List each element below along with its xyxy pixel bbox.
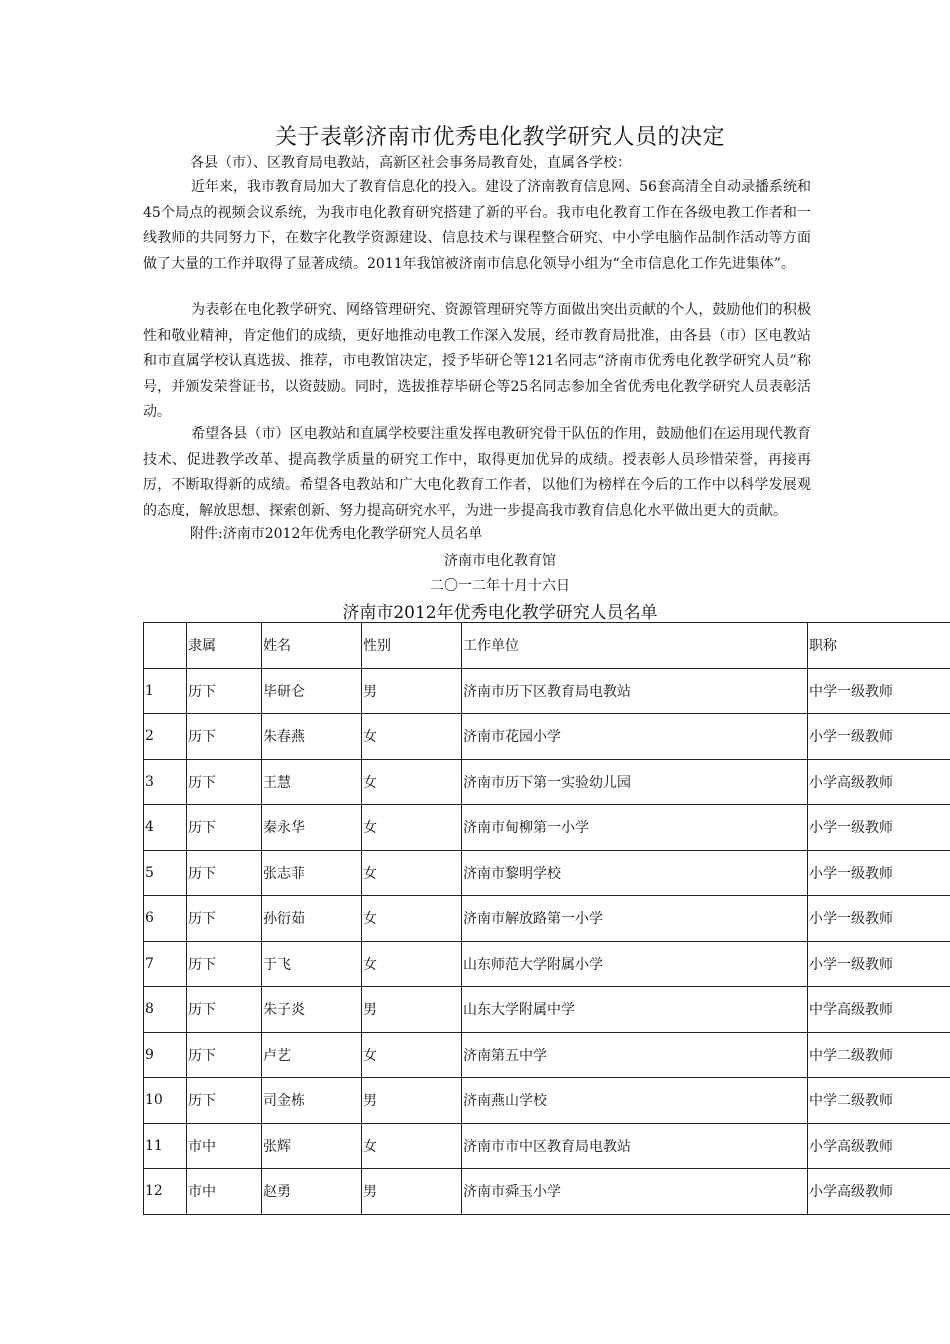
cell-job-title: 中学二级教师	[808, 1078, 950, 1124]
cell-affiliation: 市中	[187, 1123, 262, 1169]
cell-work-unit: 济南市历下区教育局电教站	[462, 668, 808, 714]
cell-work-unit: 济南市花园小学	[462, 714, 808, 760]
cell-job-title: 小学高级教师	[808, 1123, 950, 1169]
cell-number: 3	[144, 759, 187, 805]
cell-name: 孙衍茹	[262, 896, 362, 942]
header-number	[144, 623, 187, 669]
table-header-row	[144, 623, 950, 669]
cell-work-unit: 济南市解放路第一小学	[462, 896, 808, 942]
cell-job-title: 中学二级教师	[808, 1032, 950, 1078]
table-row	[144, 941, 950, 987]
cell-affiliation: 历下	[187, 987, 262, 1033]
header-gender: 性别	[362, 623, 462, 669]
cell-name: 朱春燕	[262, 714, 362, 760]
table-row	[144, 714, 950, 760]
cell-gender: 女	[362, 1123, 462, 1169]
cell-affiliation: 历下	[187, 941, 262, 987]
cell-number: 4	[144, 805, 187, 851]
cell-job-title: 小学高级教师	[808, 1169, 950, 1215]
cell-job-title: 小学一级教师	[808, 941, 950, 987]
roster-body	[144, 668, 950, 1214]
cell-number: 8	[144, 987, 187, 1033]
cell-work-unit: 济南燕山学校	[462, 1078, 808, 1124]
table-row	[144, 896, 950, 942]
table-row	[144, 805, 950, 851]
cell-job-title: 中学一级教师	[808, 668, 950, 714]
cell-number: 10	[144, 1078, 187, 1124]
cell-name: 王慧	[262, 759, 362, 805]
signature-organization: 济南市电化教育馆	[444, 553, 556, 569]
cell-name: 毕研仑	[262, 668, 362, 714]
cell-gender: 女	[362, 805, 462, 851]
table-row	[144, 1032, 950, 1078]
cell-job-title: 小学一级教师	[808, 896, 950, 942]
attachment-note: 附件:济南市2012年优秀电化教学研究人员名单	[190, 526, 483, 542]
table-row	[144, 759, 950, 805]
cell-affiliation: 市中	[187, 1169, 262, 1215]
cell-gender: 女	[362, 850, 462, 896]
header-affiliation: 隶属	[187, 623, 262, 669]
cell-number: 5	[144, 850, 187, 896]
cell-affiliation: 历下	[187, 668, 262, 714]
table-row	[144, 987, 950, 1033]
cell-gender: 男	[362, 987, 462, 1033]
header-name: 姓名	[262, 623, 362, 669]
header-work-unit: 工作单位	[462, 623, 808, 669]
table-row	[144, 1169, 950, 1215]
cell-work-unit: 济南市历下第一实验幼儿园	[462, 759, 808, 805]
table-row	[144, 1123, 950, 1169]
document-title: 关于表彰济南市优秀电化教学研究人员的决定	[274, 125, 725, 150]
cell-gender: 女	[362, 759, 462, 805]
table-row	[144, 850, 950, 896]
cell-job-title: 小学高级教师	[808, 759, 950, 805]
header-job-title: 职称	[808, 623, 950, 669]
cell-number: 6	[144, 896, 187, 942]
cell-gender: 女	[362, 1032, 462, 1078]
cell-affiliation: 历下	[187, 850, 262, 896]
cell-number: 11	[144, 1123, 187, 1169]
cell-name: 张辉	[262, 1123, 362, 1169]
cell-name: 朱子炎	[262, 987, 362, 1033]
cell-number: 1	[144, 668, 187, 714]
cell-work-unit: 济南市甸柳第一小学	[462, 805, 808, 851]
cell-name: 张志菲	[262, 850, 362, 896]
cell-work-unit: 济南第五中学	[462, 1032, 808, 1078]
cell-work-unit: 济南市市中区教育局电教站	[462, 1123, 808, 1169]
cell-affiliation: 历下	[187, 805, 262, 851]
cell-gender: 男	[362, 1078, 462, 1124]
cell-gender: 男	[362, 668, 462, 714]
salutation: 各县（市）、区教育局电教站，高新区社会事务局教育处，直属各学校：	[190, 155, 631, 171]
cell-affiliation: 历下	[187, 759, 262, 805]
cell-affiliation: 历下	[187, 1032, 262, 1078]
cell-number: 12	[144, 1169, 187, 1215]
table-row	[144, 1078, 950, 1124]
cell-job-title: 中学高级教师	[808, 987, 950, 1033]
roster-table	[143, 622, 950, 1215]
cell-job-title: 小学一级教师	[808, 850, 950, 896]
cell-work-unit: 济南市黎明学校	[462, 850, 808, 896]
cell-name: 秦永华	[262, 805, 362, 851]
cell-work-unit: 山东师范大学附属小学	[462, 941, 808, 987]
cell-gender: 女	[362, 941, 462, 987]
cell-name: 卢艺	[262, 1032, 362, 1078]
table-row	[144, 668, 950, 714]
paragraph-2: 为表彰在电化教学研究、网络管理研究、资源管理研究等方面做出突出贡献的个人，鼓励他们的积极性和敬业精神，肯定他们的成绩，更好地推动电教工作深入发展，经市教育局批准，由各县（市）区电教站和市直属学校认真选拔、推荐，市电教馆决定，授予毕研仑等121名同志“济南市优秀电化教学研究人员”称号，并颁发荣誉证书，以资鼓励。同时，选拔推荐毕研仑等25名同志参加全省优秀电化教学研究人员表彰活动。	[143, 302, 811, 420]
cell-gender: 女	[362, 714, 462, 760]
paragraph-3: 希望各县（市）区电教站和直属学校要注重发挥电教研究骨干队伍的作用，鼓励他们在运用现代教育技术、促进教学改革、提高教学质量的研究工作中，取得更加优异的成绩。授表彰人员珍惜荣誉，再接再厉，不断取得新的成绩。希望各电教站和广大电化教育工作者，以他们为榜样在今后的工作中以科学发展观的态度，解放思想、探索创新、努力提高研究水平，为进一步提高我市教育信息化水平做出更大的贡献。	[143, 426, 811, 519]
cell-name: 赵勇	[262, 1169, 362, 1215]
cell-number: 7	[144, 941, 187, 987]
roster-title: 济南市2012年优秀电化教学研究人员名单	[342, 603, 658, 623]
cell-job-title: 小学一级教师	[808, 805, 950, 851]
cell-number: 9	[144, 1032, 187, 1078]
cell-job-title: 小学一级教师	[808, 714, 950, 760]
cell-number: 2	[144, 714, 187, 760]
cell-affiliation: 历下	[187, 714, 262, 760]
cell-name: 于飞	[262, 941, 362, 987]
cell-affiliation: 历下	[187, 1078, 262, 1124]
cell-gender: 女	[362, 896, 462, 942]
cell-name: 司金栋	[262, 1078, 362, 1124]
cell-affiliation: 历下	[187, 896, 262, 942]
cell-work-unit: 济南市舜玉小学	[462, 1169, 808, 1215]
paragraph-1: 近年来，我市教育局加大了教育信息化的投入。建设了济南教育信息网、56套高清全自动录播系统和45个局点的视频会议系统，为我市电化教育研究搭建了新的平台。我市电化教育工作在各级电教工作者和一线教师的共同努力下，在数字化教学资源建设、信息技术与课程整合研究、中小学电脑作品制作活动等方面做了大量的工作并取得了显著成绩。2011年我馆被济南市信息化领导小组为“全市信息化工作先进集体”。	[143, 179, 811, 272]
signature-date: 二〇一二年十月十六日	[430, 578, 570, 594]
cell-gender: 男	[362, 1169, 462, 1215]
cell-work-unit: 山东大学附属中学	[462, 987, 808, 1033]
